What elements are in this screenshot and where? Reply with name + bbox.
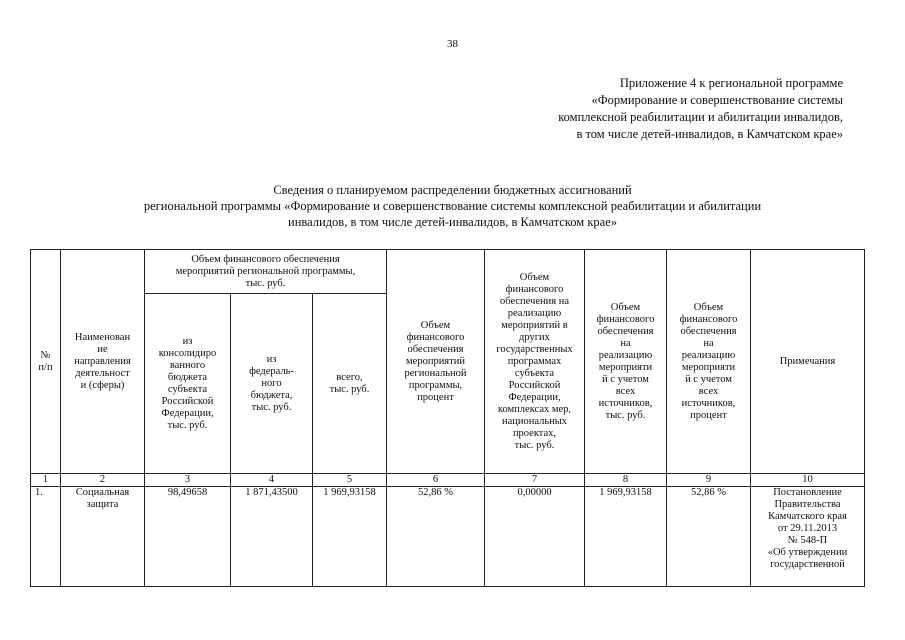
text-line: Российской bbox=[161, 395, 214, 407]
text-line: всего, bbox=[336, 371, 363, 383]
text-line: ванного bbox=[169, 359, 206, 371]
header-other-programs bbox=[485, 250, 585, 474]
header-program-financing bbox=[145, 250, 387, 294]
column-number: 2 bbox=[61, 474, 145, 487]
header-all-sources bbox=[585, 250, 667, 474]
text-line: консолидиро bbox=[158, 347, 217, 359]
row-direction bbox=[61, 487, 145, 587]
row-total: 1 969,93158 bbox=[313, 487, 387, 587]
header-federal-budget bbox=[231, 294, 313, 474]
text-line: финансового bbox=[679, 313, 738, 325]
text-line: реализацию bbox=[507, 307, 562, 319]
text-line: программы, bbox=[408, 379, 463, 391]
text-line: из bbox=[266, 353, 277, 365]
text-line: и (сферы) bbox=[80, 379, 125, 391]
text-line: федераль- bbox=[249, 365, 294, 377]
column-number: 10 bbox=[751, 474, 865, 487]
text-line: обеспечения на bbox=[500, 295, 569, 307]
text-line: государственных bbox=[496, 343, 573, 355]
text-line: субъекта bbox=[167, 383, 208, 395]
text-line: финансового bbox=[596, 313, 655, 325]
text-line: п/п bbox=[38, 361, 53, 373]
text-line: реализацию bbox=[681, 349, 736, 361]
text-line: Объем bbox=[693, 301, 724, 313]
page-number: 38 bbox=[447, 38, 458, 50]
text-line: субъекта bbox=[514, 367, 555, 379]
column-number: 1 bbox=[31, 474, 61, 487]
text-line: других bbox=[519, 331, 550, 343]
text-line: из bbox=[182, 335, 193, 347]
text-line: от 29.11.2013 bbox=[777, 523, 838, 534]
text-line: Российской bbox=[508, 379, 561, 391]
text-line: Объем bbox=[420, 319, 451, 331]
row-all-sources: 1 969,93158 bbox=[585, 487, 667, 587]
text-line: Федерации, bbox=[161, 407, 214, 419]
text-line: Примечания bbox=[779, 355, 836, 367]
text-line: бюджета, bbox=[250, 389, 293, 401]
text-line: тыс. руб. bbox=[514, 439, 555, 451]
text-line: обеспечения bbox=[680, 325, 737, 337]
text-line: на bbox=[703, 337, 714, 349]
header-direction bbox=[61, 250, 145, 474]
text-line: Объем финансового обеспечения bbox=[191, 253, 340, 265]
text-line: процент bbox=[690, 409, 727, 421]
text-line: источников, bbox=[681, 397, 736, 409]
text-line: Социальная bbox=[75, 487, 130, 498]
appendix-reference bbox=[403, 75, 843, 143]
text-line: № bbox=[40, 349, 51, 361]
appendix-line: в том числе детей-инвалидов, в Камчатском крае» bbox=[576, 127, 843, 141]
text-line: Камчатского края bbox=[768, 511, 847, 522]
title-line: Сведения о планируемом распределении бюджетных ассигнований bbox=[273, 183, 632, 197]
column-number: 6 bbox=[387, 474, 485, 487]
text-line: региональной bbox=[404, 367, 467, 379]
text-line: финансового bbox=[505, 283, 564, 295]
column-number: 9 bbox=[667, 474, 751, 487]
text-line: Постановление bbox=[773, 487, 842, 498]
document-title bbox=[40, 182, 865, 230]
row-federal-budget: 1 871,43500 bbox=[231, 487, 313, 587]
title-line: региональной программы «Формирование и совершенствование системы комплексной реабилитации и абилитации bbox=[143, 199, 762, 213]
text-line: комплексах мер, bbox=[497, 403, 572, 415]
text-line: обеспечения bbox=[407, 343, 464, 355]
appendix-line: «Формирование и совершенствование системы bbox=[591, 93, 843, 107]
title-line: инвалидов, в том числе детей-инвалидов, в Камчатском крае» bbox=[288, 215, 617, 229]
text-line: государственной bbox=[770, 559, 845, 570]
header-number bbox=[31, 250, 61, 474]
text-line: всех bbox=[615, 385, 636, 397]
header-notes bbox=[751, 250, 865, 474]
text-line: й с учетом bbox=[685, 373, 732, 385]
text-line: финансового bbox=[406, 331, 465, 343]
text-line: № 548-П bbox=[787, 535, 828, 546]
text-line: мероприятий bbox=[406, 355, 465, 367]
text-line: обеспечения bbox=[597, 325, 654, 337]
text-line: Федерации, bbox=[508, 391, 561, 403]
row-other-programs: 0,00000 bbox=[485, 487, 585, 587]
text-line: тыс. руб. bbox=[167, 419, 208, 431]
text-line: тыс. руб. bbox=[605, 409, 646, 421]
appendix-line: комплексной реабилитации и абилитации инвалидов, bbox=[558, 110, 843, 124]
text-line: проектах, bbox=[512, 427, 557, 439]
column-number: 5 bbox=[313, 474, 387, 487]
text-line: процент bbox=[417, 391, 454, 403]
column-number: 4 bbox=[231, 474, 313, 487]
text-line: тыс. руб. bbox=[329, 383, 370, 395]
text-line: программах bbox=[507, 355, 562, 367]
row-number: 1. bbox=[31, 487, 61, 587]
text-line: направления bbox=[74, 355, 131, 367]
budget-allocation-table bbox=[30, 249, 865, 587]
header-consolidated-budget bbox=[145, 294, 231, 474]
row-notes bbox=[751, 487, 865, 587]
text-line: Объем bbox=[519, 271, 550, 283]
text-line: Объем bbox=[610, 301, 641, 313]
text-line: й с учетом bbox=[602, 373, 649, 385]
header-total bbox=[313, 294, 387, 474]
text-line: мероприятий региональной программы, bbox=[175, 265, 356, 277]
text-line: тыс. руб. bbox=[245, 277, 286, 289]
text-line: реализацию bbox=[598, 349, 653, 361]
row-all-sources-percent: 52,86 % bbox=[667, 487, 751, 587]
text-line: тыс. руб. bbox=[251, 401, 292, 413]
row-consolidated-budget: 98,49658 bbox=[145, 487, 231, 587]
text-line: «Об утверждении bbox=[767, 547, 848, 558]
text-line: деятельност bbox=[75, 367, 130, 379]
text-line: на bbox=[620, 337, 631, 349]
text-line: источников, bbox=[598, 397, 653, 409]
text-line: ного bbox=[261, 377, 282, 389]
table-row bbox=[31, 487, 865, 587]
text-line: защита bbox=[86, 499, 119, 510]
text-line: бюджета bbox=[167, 371, 208, 383]
column-number-row bbox=[31, 474, 865, 487]
column-number: 3 bbox=[145, 474, 231, 487]
text-line: Наименован bbox=[74, 331, 131, 343]
row-program-percent: 52,86 % bbox=[387, 487, 485, 587]
header-program-percent bbox=[387, 250, 485, 474]
text-line: ие bbox=[97, 343, 108, 355]
text-line: мероприяти bbox=[598, 361, 653, 373]
text-line: всех bbox=[698, 385, 719, 397]
header-all-sources-percent bbox=[667, 250, 751, 474]
text-line: Правительства bbox=[774, 499, 841, 510]
text-line: национальных bbox=[501, 415, 568, 427]
column-number: 7 bbox=[485, 474, 585, 487]
text-line: мероприятий в bbox=[501, 319, 568, 331]
appendix-line: Приложение 4 к региональной программе bbox=[619, 76, 843, 90]
column-number: 8 bbox=[585, 474, 667, 487]
text-line: мероприяти bbox=[681, 361, 736, 373]
